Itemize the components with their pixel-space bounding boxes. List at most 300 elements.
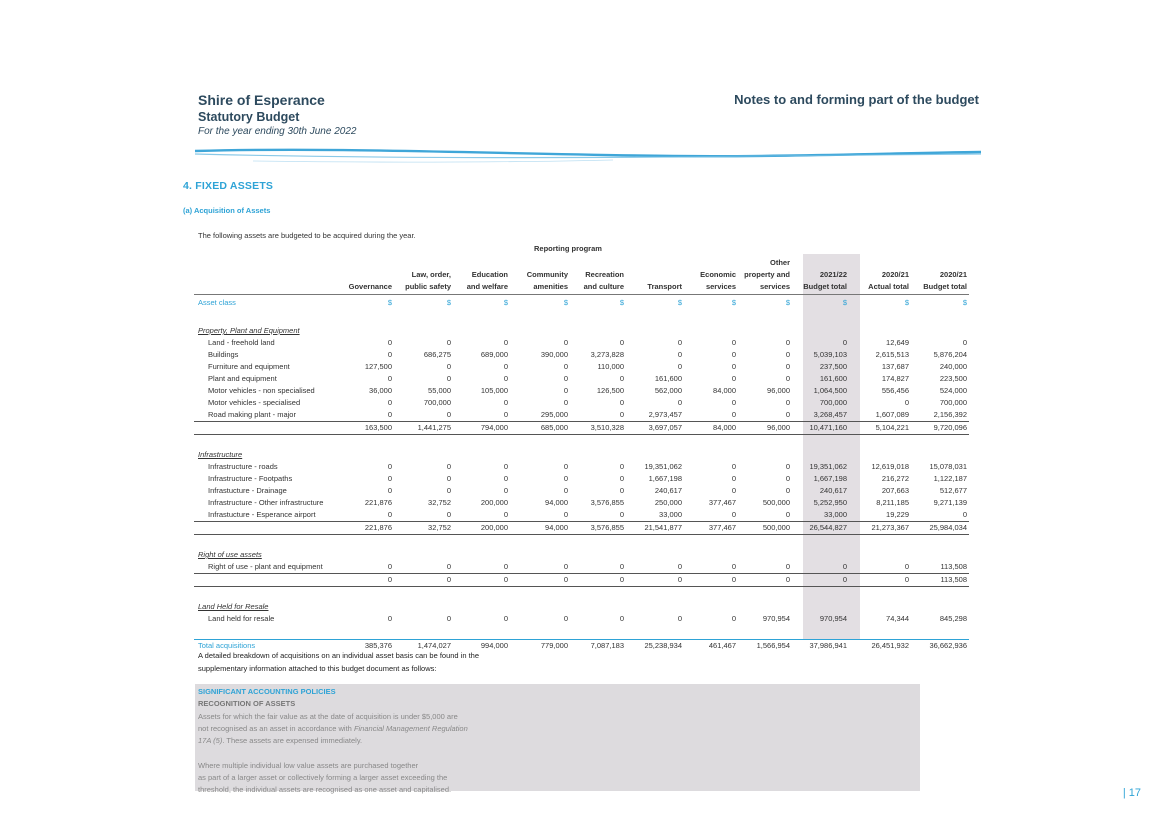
spacer-row: [194, 435, 969, 450]
table-cell: 126,500: [596, 386, 624, 395]
table-cell: 32,752: [428, 498, 451, 507]
table-cell: 0: [503, 410, 508, 419]
subtotal-row: [194, 522, 969, 535]
table-cell: 970,954: [819, 614, 847, 623]
table-cell: 55,000: [428, 386, 451, 395]
table-cell: 161,600: [819, 374, 847, 383]
table-cell: 0: [619, 510, 624, 519]
table-row: [194, 461, 969, 473]
table-cell: [510, 549, 570, 561]
table-cell: 0: [387, 614, 392, 623]
table-cell: [570, 549, 626, 561]
table-cell: 524,000: [939, 386, 967, 395]
spacer-row: [194, 311, 969, 325]
table-cell: Infrastucture - Esperance airport: [208, 510, 316, 519]
table-row: [194, 497, 969, 509]
column-header: 2020/21: [881, 270, 909, 279]
column-header: [626, 268, 684, 280]
table-cell: [338, 601, 394, 613]
table-cell: [570, 601, 626, 613]
table-cell: 19,351,062: [644, 462, 682, 471]
table-cell: 0: [849, 574, 911, 587]
policy-line: as part of a larger asset or collectively forming a larger asset exceeding the: [198, 772, 448, 782]
table-cell: 700,000: [939, 398, 967, 407]
policy-subtitle: RECOGNITION OF ASSETS: [198, 699, 296, 708]
section-intro: The following assets are budgeted to be acquired during the year.: [198, 231, 416, 240]
table-cell: 26,544,827: [792, 522, 849, 535]
table-cell: 0: [446, 338, 451, 347]
table-cell: 36,662,936: [911, 640, 969, 653]
table-cell: $: [563, 298, 568, 307]
column-header: Community: [526, 270, 568, 279]
table-row: [194, 385, 969, 397]
table-cell: [911, 449, 969, 461]
table-cell: 0: [785, 350, 790, 359]
table-cell: $: [677, 298, 682, 307]
table-cell: 216,272: [881, 474, 909, 483]
table-cell: Right of use assets: [198, 550, 262, 559]
table-cell: 0: [619, 410, 624, 419]
table-cell: 0: [510, 574, 570, 587]
table-cell: [510, 325, 570, 337]
table-cell: 207,663: [881, 486, 909, 495]
page-number: | 17: [1122, 787, 1141, 799]
org-name: Shire of Esperance: [198, 92, 325, 108]
table-cell: 0: [387, 350, 392, 359]
table-cell: 200,000: [480, 498, 508, 507]
spacer-row: [194, 587, 969, 602]
table-cell: 0: [731, 614, 736, 623]
table-cell: [194, 522, 338, 535]
table-cell: 0: [387, 562, 392, 571]
table-cell: 0: [387, 474, 392, 483]
category-row: [194, 549, 969, 561]
table-cell: [394, 325, 453, 337]
table-cell: [684, 449, 738, 461]
table-cell: Road making plant - major: [208, 410, 296, 419]
table-cell: Total acquisitions: [194, 640, 338, 653]
table-cell: 1,064,500: [813, 386, 847, 395]
table-cell: [684, 549, 738, 561]
table-cell: 0: [677, 350, 682, 359]
column-header: Budget total: [792, 280, 849, 295]
table-cell: 500,000: [762, 498, 790, 507]
category-row: [194, 601, 969, 613]
spacer-row: [194, 535, 969, 550]
table-cell: 84,000: [713, 386, 736, 395]
table-cell: 96,000: [767, 386, 790, 395]
table-cell: [684, 325, 738, 337]
table-cell: 0: [446, 374, 451, 383]
table-cell: [911, 601, 969, 613]
policy-line: not recognised as an asset in accordance with Financial Management Regulation: [198, 724, 468, 734]
table-cell: 9,271,139: [933, 498, 967, 507]
table-cell: [194, 435, 969, 450]
table-cell: 0: [563, 398, 568, 407]
table-cell: 794,000: [453, 422, 510, 435]
table-cell: 19,351,062: [809, 462, 847, 471]
table-row: [194, 409, 969, 422]
table-cell: 970,954: [762, 614, 790, 623]
policy-title: SIGNIFICANT ACCOUNTING POLICIES: [198, 687, 336, 696]
table-cell: [394, 549, 453, 561]
column-header: services: [684, 280, 738, 295]
table-cell: 0: [619, 398, 624, 407]
reporting-program-label: Reporting program: [534, 244, 602, 253]
table-cell: 0: [503, 510, 508, 519]
table-cell: Infrastructure - roads: [208, 462, 278, 471]
table-cell: 5,104,221: [849, 422, 911, 435]
table-cell: 0: [563, 474, 568, 483]
table-cell: 0: [338, 574, 394, 587]
table-cell: 5,876,204: [933, 350, 967, 359]
column-header: and culture: [570, 280, 626, 295]
table-cell: 3,273,828: [590, 350, 624, 359]
table-cell: 0: [563, 374, 568, 383]
table-cell: [394, 449, 453, 461]
table-cell: 240,617: [819, 486, 847, 495]
table-cell: 0: [785, 474, 790, 483]
table-row: [194, 613, 969, 625]
table-cell: [453, 601, 510, 613]
table-cell: 0: [563, 562, 568, 571]
column-header: Education: [471, 270, 508, 279]
table-cell: [738, 449, 792, 461]
table-cell: 5,252,950: [813, 498, 847, 507]
column-header: public safety: [394, 280, 453, 295]
table-cell: $: [904, 298, 909, 307]
table-cell: 2,973,457: [648, 410, 682, 419]
table-cell: [738, 549, 792, 561]
table-cell: Right of use - plant and equipment: [208, 562, 323, 571]
table-cell: 94,000: [510, 522, 570, 535]
table-cell: Asset class: [198, 298, 236, 307]
table-cell: 377,467: [708, 498, 736, 507]
table-cell: $: [446, 298, 451, 307]
table-cell: 3,268,457: [813, 410, 847, 419]
table-cell: 0: [446, 362, 451, 371]
table-cell: 0: [677, 398, 682, 407]
table-cell: 0: [563, 386, 568, 395]
policy-line: Where multiple individual low value assets are purchased together: [198, 760, 419, 770]
table-cell: 1,122,187: [933, 474, 967, 483]
table-cell: 0: [503, 462, 508, 471]
table-row: [194, 337, 969, 349]
table-cell: 0: [962, 510, 967, 519]
table-cell: 250,000: [654, 498, 682, 507]
table-cell: Land - freehold land: [208, 338, 275, 347]
table-cell: 1,667,198: [813, 474, 847, 483]
detail-line: A detailed breakdown of acquisitions on an individual asset basis can be found in the: [198, 651, 480, 660]
detail-note: [198, 650, 479, 675]
table-cell: [792, 549, 849, 561]
table-cell: 377,467: [684, 522, 738, 535]
doc-subtitle: For the year ending 30th June 2022: [198, 126, 357, 137]
column-header: Budget total: [911, 280, 969, 295]
column-header: services: [738, 280, 792, 295]
table-cell: [194, 574, 338, 587]
table-cell: [626, 549, 684, 561]
table-cell: 25,238,934: [626, 640, 684, 653]
table-cell: 237,500: [819, 362, 847, 371]
table-cell: 0: [677, 614, 682, 623]
notes-title: Notes to and forming part of the budget: [734, 92, 979, 107]
table-cell: Infrastructure - Other infrastructure: [208, 498, 324, 507]
table-cell: [684, 601, 738, 613]
table-cell: 0: [446, 562, 451, 571]
table-cell: 0: [738, 574, 792, 587]
column-header: and welfare: [453, 280, 510, 295]
subtotal-row: [194, 422, 969, 435]
table-cell: 3,510,328: [570, 422, 626, 435]
table-cell: 0: [731, 398, 736, 407]
table-cell: 0: [731, 338, 736, 347]
table-cell: 0: [503, 562, 508, 571]
table-cell: 2,615,513: [875, 350, 909, 359]
table-cell: 10,471,160: [792, 422, 849, 435]
table-cell: 0: [731, 462, 736, 471]
table-cell: 0: [563, 362, 568, 371]
table-cell: 0: [731, 562, 736, 571]
table-cell: Infrastucture - Drainage: [208, 486, 287, 495]
table-cell: 37,986,941: [792, 640, 849, 653]
policy-line: 17A (5). These assets are expensed immediately.: [198, 736, 363, 746]
table-cell: 0: [503, 614, 508, 623]
column-header: [394, 256, 453, 268]
column-header: [338, 268, 394, 280]
column-header: 2020/21: [939, 270, 967, 279]
table-cell: $: [503, 298, 508, 307]
table-cell: 15,078,031: [929, 462, 967, 471]
table-cell: 0: [731, 474, 736, 483]
table-cell: 0: [785, 410, 790, 419]
table-row: [194, 561, 969, 574]
table-cell: [849, 601, 911, 613]
table-cell: Land held for resale: [208, 614, 275, 623]
table-cell: 113,508: [911, 574, 969, 587]
table-cell: [194, 311, 969, 325]
table-cell: [849, 325, 911, 337]
column-header: Recreation: [585, 270, 624, 279]
detail-line: supplementary information attached to this budget document as follows:: [198, 663, 437, 673]
table-cell: 0: [446, 410, 451, 419]
table-header-row-1: [194, 256, 969, 268]
table-cell: [338, 449, 394, 461]
table-cell: [338, 549, 394, 561]
table-cell: 163,500: [338, 422, 394, 435]
table-cell: [792, 449, 849, 461]
column-header: [453, 256, 510, 268]
table-cell: 0: [677, 562, 682, 571]
table-cell: 0: [619, 338, 624, 347]
table-cell: 105,000: [480, 386, 508, 395]
table-cell: Land Held for Resale: [198, 602, 269, 611]
table-cell: [626, 449, 684, 461]
column-header: [911, 256, 969, 268]
table-cell: 74,344: [886, 614, 909, 623]
table-cell: 1,474,027: [394, 640, 453, 653]
table-cell: 0: [387, 374, 392, 383]
table-cell: 556,456: [881, 386, 909, 395]
table-cell: 84,000: [684, 422, 738, 435]
section-title: 4. FIXED ASSETS: [183, 180, 274, 192]
table-cell: 240,000: [939, 362, 967, 371]
category-row: [194, 449, 969, 461]
table-cell: 8,211,185: [876, 498, 909, 507]
table-cell: 221,876: [338, 522, 394, 535]
table-cell: 0: [626, 574, 684, 587]
table-cell: 0: [394, 574, 453, 587]
table-cell: 21,541,877: [626, 522, 684, 535]
table-header-row-2: [194, 268, 969, 280]
table-cell: 3,697,057: [626, 422, 684, 435]
column-header: property and: [744, 270, 790, 279]
table-cell: 0: [684, 574, 738, 587]
table-cell: 0: [619, 474, 624, 483]
table-cell: [849, 549, 911, 561]
table-cell: 1,566,954: [738, 640, 792, 653]
table-cell: 0: [785, 362, 790, 371]
table-cell: 0: [785, 562, 790, 571]
table-cell: 0: [446, 486, 451, 495]
column-header: [338, 256, 394, 268]
table-cell: Infrastructure - Footpaths: [208, 474, 293, 483]
table-cell: 5,039,103: [813, 350, 847, 359]
table-cell: 0: [731, 486, 736, 495]
table-cell: 12,619,018: [871, 462, 909, 471]
table-cell: 221,876: [364, 498, 392, 507]
table-cell: 0: [446, 462, 451, 471]
table-cell: [792, 601, 849, 613]
table-row: [194, 361, 969, 373]
table-cell: $: [619, 298, 624, 307]
table-cell: 0: [503, 474, 508, 483]
table-cell: 385,376: [338, 640, 394, 653]
table-cell: 0: [785, 486, 790, 495]
column-header: Transport: [626, 280, 684, 295]
table-cell: 12,649: [886, 338, 909, 347]
table-cell: [194, 535, 969, 550]
table-cell: 0: [446, 614, 451, 623]
table-cell: 0: [446, 510, 451, 519]
table-cell: 19,229: [886, 510, 909, 519]
table-cell: 0: [503, 374, 508, 383]
table-cell: 1,667,198: [648, 474, 682, 483]
column-header: [570, 256, 626, 268]
column-header: 2021/22: [819, 270, 847, 279]
table-cell: 7,087,183: [570, 640, 626, 653]
table-cell: [626, 601, 684, 613]
table-cell: 137,687: [881, 362, 909, 371]
table-cell: 390,000: [540, 350, 568, 359]
table-header-row-3: [194, 280, 969, 295]
column-header: [510, 256, 570, 268]
table-cell: 0: [563, 462, 568, 471]
table-cell: 0: [503, 486, 508, 495]
table-cell: 0: [904, 398, 909, 407]
table-cell: [453, 449, 510, 461]
table-cell: [194, 587, 969, 602]
table-cell: 685,000: [510, 422, 570, 435]
table-cell: 0: [785, 374, 790, 383]
table-cell: 0: [785, 398, 790, 407]
table-row: [194, 373, 969, 385]
table-cell: 994,000: [453, 640, 510, 653]
table-cell: 0: [731, 374, 736, 383]
table-cell: 512,677: [939, 486, 967, 495]
table-cell: [338, 325, 394, 337]
table-cell: 33,000: [659, 510, 682, 519]
table-cell: 0: [842, 338, 847, 347]
policy-text: [198, 711, 468, 796]
table-cell: Plant and equipment: [208, 374, 277, 383]
table-cell: [792, 325, 849, 337]
table-cell: 0: [503, 398, 508, 407]
table-cell: 96,000: [738, 422, 792, 435]
table-cell: 0: [785, 510, 790, 519]
policy-line: Assets for which the fair value as at the date of acquisition is under $5,000 are: [198, 712, 458, 721]
table-cell: 0: [731, 510, 736, 519]
table-cell: $: [785, 298, 790, 307]
table-cell: 200,000: [453, 522, 510, 535]
header-brush-line: [193, 145, 983, 165]
table-cell: 21,273,367: [849, 522, 911, 535]
table-cell: [570, 449, 626, 461]
table-cell: 0: [387, 462, 392, 471]
table-cell: 0: [563, 614, 568, 623]
table-cell: 223,500: [939, 374, 967, 383]
table-cell: 0: [677, 338, 682, 347]
table-cell: 0: [387, 486, 392, 495]
table-cell: $: [731, 298, 736, 307]
table-cell: 700,000: [423, 398, 451, 407]
table-cell: 94,000: [545, 498, 568, 507]
table-cell: [570, 325, 626, 337]
table-cell: 689,000: [480, 350, 508, 359]
table-cell: 174,827: [881, 374, 909, 383]
column-header: [792, 256, 849, 268]
table-cell: 32,752: [394, 522, 453, 535]
table-cell: 0: [785, 462, 790, 471]
table-cell: 33,000: [824, 510, 847, 519]
table-cell: 0: [503, 362, 508, 371]
table-cell: 113,508: [940, 562, 967, 571]
table-cell: Infrastructure: [198, 450, 243, 459]
table-cell: [394, 601, 453, 613]
table-cell: 1,607,089: [875, 410, 909, 419]
table-row: [194, 473, 969, 485]
column-header: Actual total: [849, 280, 911, 295]
column-header: [684, 256, 738, 268]
table-cell: [510, 449, 570, 461]
table-cell: $: [387, 298, 392, 307]
table-cell: 295,000: [540, 410, 568, 419]
table-cell: [626, 325, 684, 337]
column-header: Governance: [338, 280, 394, 295]
column-header: amenities: [510, 280, 570, 295]
table-cell: 0: [619, 374, 624, 383]
table-cell: 0: [563, 486, 568, 495]
table-cell: $: [962, 298, 967, 307]
subtotal-row: [194, 574, 969, 587]
table-cell: 0: [453, 574, 510, 587]
table-cell: Furniture and equipment: [208, 362, 290, 371]
table-cell: 700,000: [819, 398, 847, 407]
asset-class-row: [194, 295, 969, 312]
table-cell: 0: [904, 562, 909, 571]
table-cell: 2,156,392: [933, 410, 967, 419]
table-cell: 0: [619, 462, 624, 471]
